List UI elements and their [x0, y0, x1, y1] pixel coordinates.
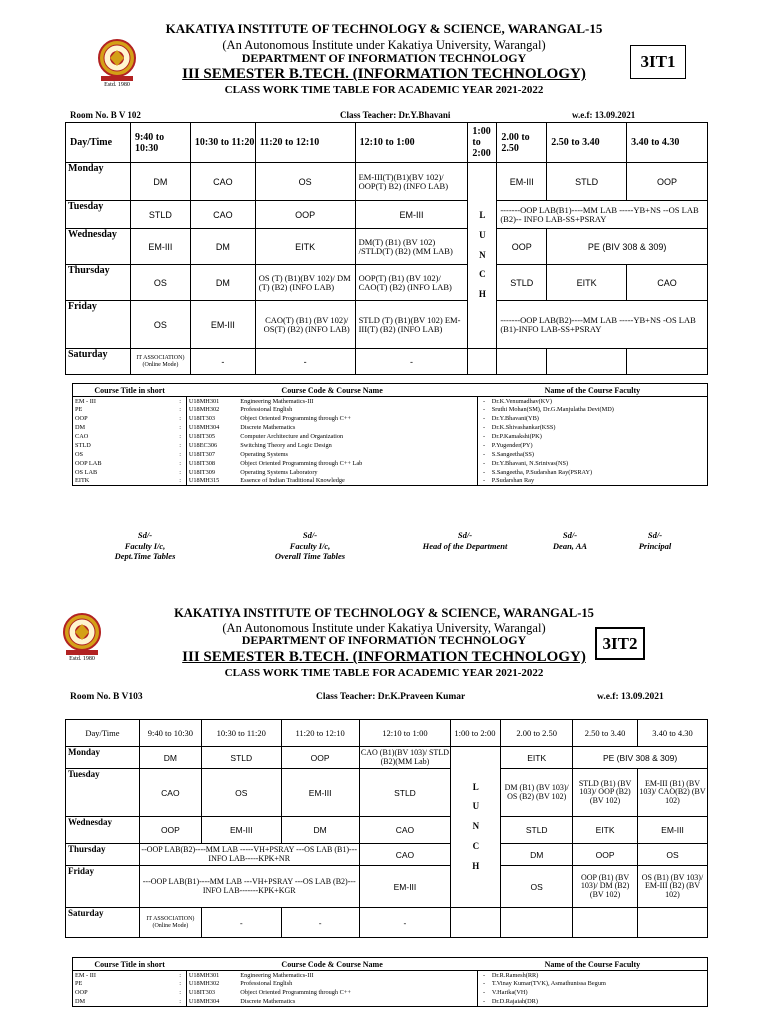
department-name: DEPARTMENT OF INFORMATION TECHNOLOGY	[241, 51, 527, 65]
course-header-row	[73, 384, 708, 397]
row-thursday	[66, 265, 708, 301]
course-cell: OOP	[75, 989, 88, 997]
course-header-cell: Name of the Course Faculty	[478, 958, 708, 971]
course-header-row-2	[73, 958, 708, 971]
course-cell: U18MH301	[186, 397, 238, 406]
slot-cell: OOP	[281, 747, 359, 769]
slot-cell: STLD	[359, 769, 451, 817]
slot-cell: EITK	[547, 265, 627, 301]
row-wednesday	[66, 229, 708, 265]
row-monday-2	[66, 747, 708, 769]
course-cell: V.Harika(VH)	[491, 989, 528, 997]
course-cell: Object Oriented Programming through C++	[240, 989, 351, 997]
slot-cell: CAO(T) (B1) (BV 102)/ OS(T) (B2) (INFO LAB)	[255, 301, 355, 349]
course-header-cell: Course Code & Course Name	[186, 384, 477, 397]
slot-cell: -	[201, 908, 281, 938]
autonomous-line: (An Autonomous Institute under Kakatiya University, Warangal)	[222, 38, 546, 52]
row-monday	[66, 163, 708, 201]
room-number: Room No. B V 102	[70, 110, 141, 120]
slot-cell: DM	[281, 817, 359, 844]
slot-cell: STLD (B1) (BV 103)/ OOP (B2) (BV 102)	[573, 769, 638, 817]
header-cell: 10:30 to 11:20	[190, 123, 255, 163]
slot-cell: DM	[130, 163, 190, 201]
course-cell: S.Sangeetha(SS)	[491, 450, 534, 458]
signature-block	[540, 530, 600, 551]
course-cell: -	[478, 397, 490, 406]
course-cell: EM - III	[75, 971, 96, 979]
row-friday-2	[66, 866, 708, 908]
section-badge-2: 3IT2	[595, 627, 645, 660]
slot-cell: OS	[201, 769, 281, 817]
slot-cell: -	[190, 349, 255, 375]
sig-line: Principal	[638, 540, 672, 551]
course-cell: EITK	[75, 477, 90, 485]
course-cell: -	[478, 979, 490, 988]
sig-line: Head of the Department	[422, 540, 508, 551]
course-row	[73, 423, 708, 432]
slot-cell: EM-III	[638, 817, 708, 844]
slot-cell: EITK	[255, 229, 355, 265]
slot-cell: EM-III	[130, 229, 190, 265]
day-label: Wednesday	[66, 229, 131, 265]
day-label: Thursday	[66, 265, 131, 301]
slot-cell: DM(T) (B1) (BV 102) /STLD(T) (B2) (MM LAB)	[355, 229, 468, 265]
header-cell: 9:40 to 10:30	[139, 720, 201, 747]
course-cell: Dr.K.Shivashankar(KSS)	[491, 424, 556, 432]
slot-cell: EM-III(T)(B1)(BV 102)/ OOP(T) B2) (INFO LAB)	[355, 163, 468, 201]
course-cell: P.Yugender(PY)	[491, 441, 533, 449]
course-cell: -	[478, 971, 490, 980]
course-cell: :	[179, 415, 181, 423]
slot-cell: OS	[501, 866, 573, 908]
sd-text: Sd/-	[302, 530, 318, 540]
course-cell: U18MH302	[186, 979, 238, 988]
slot-cell: -	[255, 349, 355, 375]
course-cell: STLD	[75, 441, 91, 449]
row-thursday-2	[66, 844, 708, 866]
course-cell: Sruthi Mohan(SM), Dr.G.Manjulatha Devi(MD)	[491, 406, 614, 414]
slot-cell: DM (B1) (BV 103)/ OS (B2) (BV 102)	[501, 769, 573, 817]
slot-cell: -	[281, 908, 359, 938]
course-header-cell: Name of the Course Faculty	[478, 384, 708, 397]
course-cell: Object Oriented Programming through C++	[240, 415, 351, 423]
course-table-2	[72, 957, 708, 1007]
sig-line: Dean, AA	[552, 540, 588, 551]
slot-cell: OOP (B1) (BV 103)/ DM (B2) (BV 102)	[573, 866, 638, 908]
course-cell: DM	[75, 997, 86, 1005]
course-cell: PE	[75, 980, 83, 988]
semester-title-2: III SEMESTER B.TECH. (INFORMATION TECHNOLOGY)	[182, 649, 586, 665]
course-row	[73, 397, 708, 406]
slot-cell: DM	[190, 229, 255, 265]
course-cell: U18EC306	[186, 441, 238, 450]
class-teacher: Class Teacher: Dr.Y.Bhavani	[340, 110, 451, 120]
institute-name-2: KAKATIYA INSTITUTE OF TECHNOLOGY & SCIENCE, WARANGAL-15	[174, 606, 594, 620]
course-row	[73, 468, 708, 477]
signature-block	[100, 530, 190, 562]
wef-date-2: w.e.f: 13.09.2021	[597, 692, 664, 702]
day-label: Wednesday	[66, 817, 140, 844]
course-row	[73, 441, 708, 450]
course-cell: Professional English	[240, 406, 293, 414]
course-cell: Engineering Mathematics-III	[240, 397, 314, 405]
lab-cell: -------OOP LAB(B1)----MM LAB -----YB+NS --OS LAB (B2)-- INFO LAB-SS+PSRAY	[497, 201, 708, 229]
course-row	[73, 971, 708, 980]
header-cell: Day/Time	[66, 123, 131, 163]
slot-cell: CAO	[359, 844, 451, 866]
course-cell: OOP LAB	[75, 459, 102, 467]
course-cell: -	[478, 997, 490, 1006]
header-cell: 2.50 to 3.40	[547, 123, 627, 163]
course-row	[73, 988, 708, 997]
header-row-2	[66, 720, 708, 747]
header-cell: 1:00 to 2:00	[451, 720, 501, 747]
course-cell: Discrete Mathematics	[240, 424, 296, 432]
course-cell: CAO	[75, 433, 89, 440]
course-cell: Dr.K.Venumadhav(KV)	[491, 397, 552, 405]
slot-cell: CAO	[190, 163, 255, 201]
row-wednesday-2	[66, 817, 708, 844]
lab-cell: -------OOP LAB(B2)----MM LAB -----YB+NS -OS LAB (B1)-INFO LAB-SS+PSRAY	[497, 301, 708, 349]
course-cell: :	[179, 459, 181, 467]
slot-cell: EITK	[501, 747, 573, 769]
course-cell: -	[478, 468, 490, 477]
course-cell: Operating Systems	[240, 450, 289, 458]
course-cell: U18IT307	[186, 450, 238, 459]
course-cell: OS LAB	[75, 468, 98, 476]
course-cell: Dr.Y.Bhavani(YB)	[491, 415, 539, 423]
timetable-subtitle: CLASS WORK TIME TABLE FOR ACADEMIC YEAR 2021-2022	[224, 84, 544, 96]
row-saturday	[66, 349, 708, 375]
course-cell: Dr.R.Ramesh(RR)	[491, 971, 539, 979]
slot-cell: OOP	[255, 201, 355, 229]
slot-cell: OS	[638, 844, 708, 866]
course-cell: :	[179, 468, 181, 476]
course-header-cell: Course Title in short	[73, 958, 187, 971]
day-label: Friday	[66, 866, 140, 908]
course-cell: U18MH315	[186, 477, 238, 486]
course-cell: -	[478, 414, 490, 423]
row-tuesday-2	[66, 769, 708, 817]
slot-cell: OOP	[627, 163, 708, 201]
slot-cell: PE (BIV 308 & 309)	[547, 229, 708, 265]
header-cell: Day/Time	[66, 720, 140, 747]
course-cell: :	[179, 441, 181, 449]
sig-line: Overall Time Tables	[274, 551, 346, 562]
sig-line: Faculty I/c,	[289, 540, 331, 551]
semester-title: III SEMESTER B.TECH. (INFORMATION TECHNOLOGY)	[182, 66, 586, 82]
row-tuesday	[66, 201, 708, 229]
course-cell: S.Sangeetha, P.Sudarshan Ray(PSRAY)	[491, 468, 593, 476]
course-cell: U18IT303	[186, 988, 238, 997]
slot-cell: STLD	[130, 201, 190, 229]
course-cell: Professional English	[240, 980, 293, 988]
signature-block	[255, 530, 365, 562]
sd-text: Sd/-	[562, 530, 578, 540]
course-cell: T.Vinay Kumar(TVK), Asmathunissa Begum	[491, 980, 606, 988]
day-label: Monday	[66, 163, 131, 201]
slot-cell: EM-III	[201, 817, 281, 844]
day-label: Saturday	[66, 349, 131, 375]
course-cell: OOP	[75, 415, 88, 423]
sig-line: Dept.Time Tables	[114, 551, 176, 562]
slot-cell: IT ASSOCIATION) (Online Mode)	[139, 908, 201, 938]
slot-cell: EITK	[573, 817, 638, 844]
header-cell: 1:00 to 2:00	[468, 123, 497, 163]
header-cell: 11:20 to 12:10	[281, 720, 359, 747]
course-cell: U18MH304	[186, 997, 238, 1006]
course-cell: OS	[75, 450, 84, 458]
course-cell: EM - III	[75, 397, 96, 405]
header-cell: 9:40 to 10:30	[130, 123, 190, 163]
course-cell: DM	[75, 424, 86, 432]
course-cell: Operating Systems Laboratory	[240, 468, 318, 476]
slot-cell: EM-III	[497, 163, 547, 201]
institute-name: KAKATIYA INSTITUTE OF TECHNOLOGY & SCIENCE, WARANGAL-15	[165, 21, 603, 36]
course-cell: P.Sudarshan Ray	[491, 477, 535, 485]
course-cell: Object Oriented Programming through C++ Lab	[240, 459, 363, 467]
slot-cell: CAO	[359, 817, 451, 844]
slot-cell: -	[359, 908, 451, 938]
course-cell: Engineering Mathematics-III	[240, 971, 314, 979]
slot-cell: CAO	[627, 265, 708, 301]
slot-cell: STLD	[501, 817, 573, 844]
course-header-cell: Course Code & Course Name	[186, 958, 478, 971]
slot-cell: STLD	[201, 747, 281, 769]
day-label: Saturday	[66, 908, 140, 938]
lunch-text: L U N C H	[472, 781, 480, 871]
header-row	[66, 123, 708, 163]
slot-cell: OS	[255, 163, 355, 201]
day-label: Tuesday	[66, 769, 140, 817]
slot-cell: DM	[190, 265, 255, 301]
course-cell: Switching Theory and Logic Design	[240, 441, 332, 449]
header-cell: 12:10 to 1:00	[355, 123, 468, 163]
course-cell: Dr.Y.Bhavani, N.Srinivas(NS)	[491, 459, 569, 467]
course-cell: -	[478, 988, 490, 997]
course-cell: :	[179, 406, 181, 414]
logo-estd: Estd. 1980	[104, 82, 130, 88]
course-cell: U18IT303	[186, 414, 238, 423]
course-cell: -	[478, 432, 490, 441]
slot-cell: OS	[130, 265, 190, 301]
slot-cell: STLD	[547, 163, 627, 201]
course-cell: U18MH301	[186, 971, 238, 980]
course-cell: :	[179, 980, 181, 988]
slot-cell: DM	[501, 844, 573, 866]
course-cell: :	[179, 424, 181, 432]
course-cell: U18IT309	[186, 468, 238, 477]
slot-cell: -	[355, 349, 468, 375]
day-label: Thursday	[66, 844, 140, 866]
header-cell: 11:20 to 12:10	[255, 123, 355, 163]
course-cell: :	[179, 997, 181, 1005]
sd-text: Sd/-	[457, 530, 473, 540]
header-cell: 2.00 to 2.50	[501, 720, 573, 747]
course-cell: PE	[75, 406, 83, 414]
sig-line: Faculty I/c,	[124, 540, 166, 551]
slot-cell: STLD	[497, 265, 547, 301]
section-badge: 3IT1	[630, 45, 686, 79]
department-name-2: DEPARTMENT OF INFORMATION TECHNOLOGY	[241, 633, 527, 647]
course-cell: Dr.P.Kamakshi(PK)	[491, 433, 542, 440]
slot-cell: OS	[130, 301, 190, 349]
room-number-2: Room No. B V103	[70, 692, 143, 702]
header-cell: 2.50 to 3.40	[573, 720, 638, 747]
course-row	[73, 979, 708, 988]
slot-cell: EM-III	[359, 866, 451, 908]
signature-block	[405, 530, 525, 551]
slot-cell: EM-III	[281, 769, 359, 817]
sd-text: Sd/-	[137, 530, 153, 540]
course-cell: Dr.D.Rajaiah(DR)	[491, 997, 538, 1005]
slot-cell: OOP	[497, 229, 547, 265]
slot-cell: OOP	[139, 817, 201, 844]
header-cell: 2.00 to 2.50	[497, 123, 547, 163]
logo-estd-2: Estd. 1980	[69, 656, 95, 662]
slot-cell: EM-III	[190, 301, 255, 349]
lab-cell: ---OOP LAB(B1)----MM LAB ---VH+PSRAY ---OS LAB (B2)--- INFO LAB-------KPK+KGR	[139, 866, 359, 908]
lunch-text: L U N C H	[478, 210, 486, 300]
slot-cell: PE (BIV 308 & 309)	[573, 747, 708, 769]
course-cell: -	[478, 450, 490, 459]
course-row	[73, 477, 708, 486]
course-cell: :	[179, 450, 181, 458]
course-cell: -	[478, 477, 490, 486]
course-cell: :	[179, 397, 181, 405]
course-cell: :	[179, 971, 181, 979]
day-label: Friday	[66, 301, 131, 349]
course-row	[73, 414, 708, 423]
course-row	[73, 459, 708, 468]
sd-text: Sd/-	[647, 530, 663, 540]
timetable-grid-2	[65, 719, 708, 938]
slot-cell: CAO	[190, 201, 255, 229]
row-friday	[66, 301, 708, 349]
course-cell: Computer Architecture and Organization	[240, 433, 344, 440]
slot-cell: OS (B1) (BV 103)/ EM-III (B2) (BV 102)	[638, 866, 708, 908]
course-row	[73, 432, 708, 441]
course-cell: :	[179, 477, 181, 485]
slot-cell: CAO (B1)(BV 103)/ STLD (B2)(MM Lab)	[359, 747, 451, 769]
lunch-column	[468, 163, 497, 349]
header-cell: 3.40 to 4.30	[638, 720, 708, 747]
slot-cell: EM-III	[355, 201, 468, 229]
slot-cell: OS (T) (B1)(BV 102)/ DM (T) (B2) (INFO LAB)	[255, 265, 355, 301]
class-teacher-2: Class Teacher: Dr.K.Praveen Kumar	[316, 692, 466, 702]
course-table	[72, 383, 708, 486]
course-cell: U18IT308	[186, 459, 238, 468]
course-cell: :	[179, 989, 181, 997]
course-cell: -	[478, 423, 490, 432]
header-cell: 10:30 to 11:20	[201, 720, 281, 747]
course-cell: -	[478, 441, 490, 450]
row-saturday-2	[66, 908, 708, 938]
day-label: Tuesday	[66, 201, 131, 229]
timetable-grid	[65, 122, 708, 375]
course-cell: :	[179, 433, 181, 440]
header-cell: 12:10 to 1:00	[359, 720, 451, 747]
course-cell: -	[478, 405, 490, 414]
course-row	[73, 997, 708, 1006]
slot-cell: CAO	[139, 769, 201, 817]
autonomous-line-2: (An Autonomous Institute under Kakatiya University, Warangal)	[222, 621, 546, 635]
course-cell: -	[478, 459, 490, 468]
signature-block	[625, 530, 685, 551]
course-cell: U18MH302	[186, 405, 238, 414]
course-cell: U18IT305	[186, 432, 238, 441]
slot-cell: EM-III (B1) (BV 103)/ CAO(B2) (BV 102)	[638, 769, 708, 817]
slot-cell: DM	[139, 747, 201, 769]
slot-cell: OOP	[573, 844, 638, 866]
course-header-cell: Course Title in short	[73, 384, 187, 397]
course-cell: U18MH304	[186, 423, 238, 432]
course-cell: Discrete Mathematics	[240, 997, 296, 1005]
course-cell: Essence of Indian Traditional Knowledge	[240, 477, 345, 485]
wef-date: w.e.f: 13.09.2021	[572, 110, 636, 120]
header-cell: 3.40 to 4.30	[627, 123, 708, 163]
day-label: Monday	[66, 747, 140, 769]
timetable-subtitle-2: CLASS WORK TIME TABLE FOR ACADEMIC YEAR 2021-2022	[224, 667, 544, 679]
course-row	[73, 450, 708, 459]
slot-cell: IT ASSOCIATION) (Online Mode)	[130, 349, 190, 375]
slot-cell: STLD (T) (B1)(BV 102) EM-III(T) (B2) (INFO LAB)	[355, 301, 468, 349]
course-row	[73, 405, 708, 414]
slot-cell: OOP(T) (B1) (BV 102)/ CAO(T) (B2) (INFO LAB)	[355, 265, 468, 301]
lunch-column-2	[451, 747, 501, 908]
lab-cell: --OOP LAB(B2)----MM LAB -----VH+PSRAY ---OS LAB (B1)--- INFO LAB-----KPK+NR	[139, 844, 359, 866]
